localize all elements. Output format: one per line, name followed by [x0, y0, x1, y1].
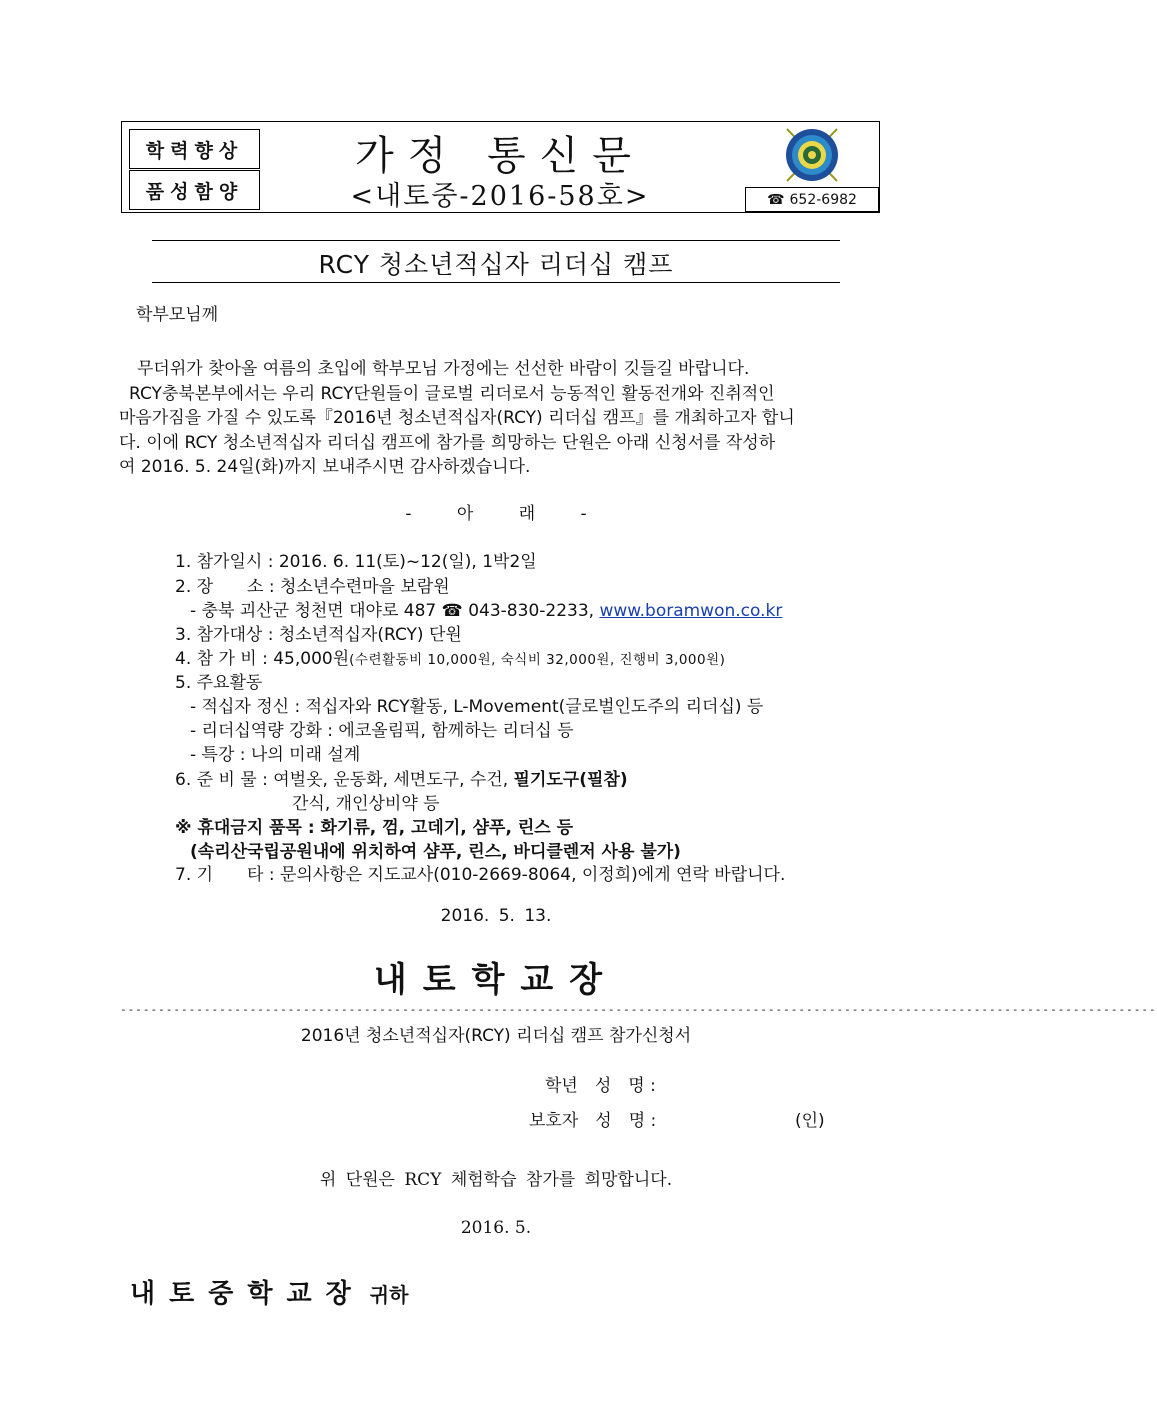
address-text: - 충북 괴산군 청천면 대야로 487 ☎ 043-830-2233, [190, 601, 600, 621]
fee-total: 4. 참 가 비 : 45,000원 [175, 649, 350, 669]
principal-signature: 내토학교장 [373, 960, 619, 1000]
supplies-required: 필기도구(필참) [513, 770, 628, 790]
body-line: 다. 이에 RCY 청소년적십자 리더십 캠프에 참가를 희망하는 단원은 아래 신청서를 작성하 [119, 432, 776, 453]
body-line: 무더위가 찾아올 여름의 초입에 학부모님 가정에는 선선한 바람이 깃들길 바랍니다. [137, 359, 750, 379]
form-title: 2016년 청소년적십자(RCY) 리더십 캠프 참가신청서 [300, 1026, 692, 1046]
subject-bottom-rule [152, 282, 840, 283]
item-fee [175, 644, 725, 669]
student-name-field[interactable] [690, 1068, 800, 1092]
venue-website-link[interactable]: www.boramwon.co.kr [599, 601, 783, 621]
body-line: 마음가짐을 가질 수 있도록『2016년 청소년적십자(RCY) 리더십 캠프』를 개최하고자 합니 [119, 408, 795, 428]
issue-number: <내토중-2016-58호> [350, 181, 650, 212]
item-supplies [175, 765, 628, 790]
subject-top-rule [152, 240, 840, 241]
supplies-text: 6. 준 비 물 : 여벌옷, 운동화, 세면도구, 수건, [175, 770, 514, 790]
issue-date: 2016. 5. 13. [440, 906, 552, 926]
fee-breakdown: (수련활동비 10,000원, 숙식비 32,000원, 진행비 3,000원) [349, 652, 726, 668]
item-activities: 5. 주요활동 [175, 673, 263, 693]
supplies-extra: 간식, 개인상비약 등 [292, 794, 440, 814]
form-date: 2016. 5. [460, 1218, 532, 1238]
item-place: 2. 장 소 : 청소년수련마을 보람원 [175, 577, 450, 597]
cut-line: ---------------------------------------------------------------------------------------------------------------------------------------- [120, 1003, 1157, 1016]
participation-statement: 위 단원은 RCY 체험학습 참가를 희망합니다. [319, 1170, 673, 1190]
activity-lecture: - 특강 : 나의 미래 설계 [190, 745, 361, 765]
motto-academic: 학력향상 [129, 129, 260, 169]
newsletter-title: 가정 통신문 [355, 133, 645, 179]
item-other: 7. 기 타 : 문의사항은 지도교사(010-2669-8064, 이정희)에게 연락 바랍니다. [175, 865, 786, 885]
addressee-suffix: 귀하 [369, 1283, 409, 1307]
student-name-label: 학년 성 명 : [545, 1076, 656, 1096]
school-logo [745, 122, 879, 187]
phone-icon: ☎ [767, 191, 785, 208]
phone-number-text: 652-6982 [789, 191, 857, 208]
school-emblem-icon [779, 125, 845, 185]
activity-spirit: - 적십자 정신 : 적십자와 RCY활동, L-Movement(글로벌인도주의 리더십) 등 [190, 697, 764, 717]
body-line: 여 2016. 5. 24일(화)까지 보내주시면 감사하겠습니다. [119, 457, 531, 477]
item-date: 1. 참가일시 : 2016. 6. 11(토)~12(일), 1박2일 [175, 552, 537, 572]
motto-character: 품성함양 [129, 170, 260, 210]
body-line: RCY충북본부에서는 우리 RCY단원들이 글로벌 리더로서 능동적인 활동전개와 진취적인 [129, 383, 775, 404]
body-paragraph [119, 357, 879, 480]
subject-title: RCY 청소년적십자 리더십 캠프 [318, 250, 674, 279]
form-addressee [130, 1273, 408, 1310]
greeting: 학부모님께 [136, 305, 219, 325]
below-heading: - 아 래 - [405, 504, 587, 524]
guardian-name-label: 보호자 성 명 : [529, 1111, 657, 1131]
item-address [190, 596, 782, 621]
item-target: 3. 참가대상 : 청소년적십자(RCY) 단원 [175, 625, 462, 645]
phone-number [745, 187, 879, 212]
activity-leadership: - 리더십역량 강화 : 에코올림픽, 함께하는 리더십 등 [190, 721, 574, 741]
seal-mark: (인) [795, 1111, 825, 1131]
addressee-name: 내토중학교장 [130, 1279, 365, 1309]
prohibited-note: (속리산국립공원내에 위치하여 샴푸, 린스, 바디클렌저 사용 불가) [190, 842, 681, 862]
guardian-name-field[interactable] [690, 1103, 790, 1127]
prohibited-items: ※ 휴대금지 품목 : 화기류, 껌, 고데기, 샴푸, 린스 등 [175, 818, 574, 838]
